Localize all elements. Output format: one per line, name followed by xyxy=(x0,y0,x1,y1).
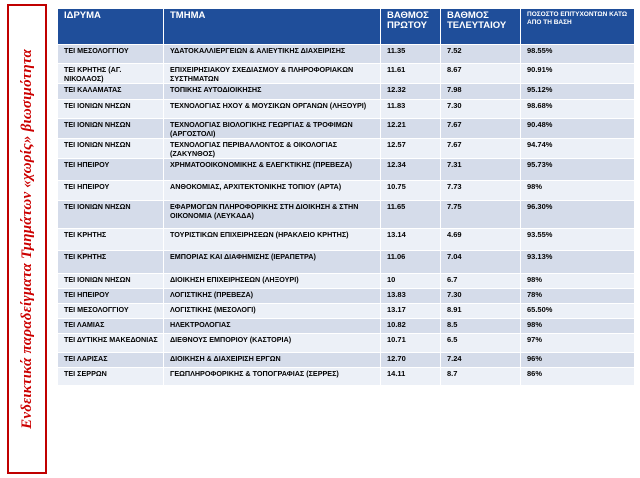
cell-tmima: ΔΙΕΘΝΟΥΣ ΕΜΠΟΡΙΟΥ (ΚΑΣΤΟΡΙΑ) xyxy=(164,334,381,353)
cell-tmima: ΤΕΧΝΟΛΟΓΙΑΣ ΗΧΟΥ & ΜΟΥΣΙΚΩΝ ΟΡΓΑΝΩΝ (ΛΗΞΟΥΡΙ) xyxy=(164,100,381,119)
cell-percent-below: 86% xyxy=(521,368,635,386)
cell-idryma: ΤΕΙ ΙΟΝΙΩΝ ΝΗΣΩΝ xyxy=(58,119,164,139)
cell-first-grade: 11.35 xyxy=(381,45,441,64)
cell-first-grade: 13.14 xyxy=(381,229,441,251)
table-header-row xyxy=(58,9,635,45)
cell-last-grade: 7.30 xyxy=(441,100,521,119)
cell-first-grade: 12.70 xyxy=(381,353,441,368)
table-row xyxy=(58,319,635,334)
header-percent-below: ΠΟΣΟΣΤΟ ΕΠΙΤΥΧΟΝΤΩΝ ΚΑΤΩ ΑΠΟ ΤΗ ΒΑΣΗ xyxy=(521,9,635,45)
header-last-grade: ΒΑΘΜΟΣ ΤΕΛΕΥΤΑΙΟΥ xyxy=(441,9,521,45)
cell-idryma: ΤΕΙ ΜΕΣΟΛΟΓΓΙΟΥ xyxy=(58,45,164,64)
cell-idryma: ΤΕΙ ΙΟΝΙΩΝ ΝΗΣΩΝ xyxy=(58,274,164,289)
cell-percent-below: 97% xyxy=(521,334,635,353)
header-first-grade: ΒΑΘΜΟΣ ΠΡΩΤΟΥ xyxy=(381,9,441,45)
cell-last-grade: 7.67 xyxy=(441,119,521,139)
cell-last-grade: 8.5 xyxy=(441,319,521,334)
table-row xyxy=(58,45,635,64)
cell-first-grade: 13.83 xyxy=(381,289,441,304)
cell-idryma: ΤΕΙ ΚΡΗΤΗΣ xyxy=(58,229,164,251)
cell-tmima: ΓΕΩΠΛΗΡΟΦΟΡΙΚΗΣ & ΤΟΠΟΓΡΑΦΙΑΣ (ΣΕΡΡΕΣ) xyxy=(164,368,381,386)
cell-last-grade: 8.7 xyxy=(441,368,521,386)
cell-tmima: ΕΜΠΟΡΙΑΣ ΚΑΙ ΔΙΑΦΗΜΙΣΗΣ (ΙΕΡΑΠΕΤΡΑ) xyxy=(164,251,381,274)
cell-tmima: ΑΝΘΟΚΟΜΙΑΣ, ΑΡΧΙΤΕΚΤΟΝΙΚΗΣ ΤΟΠΙΟΥ (ΑΡΤΑ) xyxy=(164,181,381,201)
cell-idryma: ΤΕΙ ΗΠΕΙΡΟΥ xyxy=(58,159,164,181)
header-tmima: ΤΜΗΜΑ xyxy=(164,9,381,45)
cell-first-grade: 12.21 xyxy=(381,119,441,139)
cell-last-grade: 7.30 xyxy=(441,289,521,304)
cell-tmima: ΕΠΙΧΕΙΡΗΣΙΑΚΟΥ ΣΧΕΔΙΑΣΜΟΥ & ΠΛΗΡΟΦΟΡΙΑΚΩΝ ΣΥΣΤΗΜΑΤΩΝ xyxy=(164,64,381,84)
cell-first-grade: 10.82 xyxy=(381,319,441,334)
table-row xyxy=(58,289,635,304)
table-row xyxy=(58,334,635,353)
cell-tmima: ΧΡΗΜΑΤΟΟΙΚΟΝΟΜΙΚΗΣ & ΕΛΕΓΚΤΙΚΗΣ (ΠΡΕΒΕΖΑ) xyxy=(164,159,381,181)
cell-tmima: ΛΟΓΙΣΤΙΚΗΣ (ΠΡΕΒΕΖΑ) xyxy=(164,289,381,304)
table-row xyxy=(58,201,635,229)
cell-idryma: ΤΕΙ ΚΡΗΤΗΣ (ΑΓ. ΝΙΚΟΛΑΟΣ) xyxy=(58,64,164,84)
side-title-panel xyxy=(4,0,50,478)
cell-last-grade: 8.91 xyxy=(441,304,521,319)
cell-percent-below: 90.91% xyxy=(521,64,635,84)
cell-percent-below: 95.12% xyxy=(521,84,635,100)
cell-last-grade: 8.67 xyxy=(441,64,521,84)
cell-idryma: ΤΕΙ ΚΑΛΑΜΑΤΑΣ xyxy=(58,84,164,100)
cell-percent-below: 96.30% xyxy=(521,201,635,229)
cell-last-grade: 7.98 xyxy=(441,84,521,100)
cell-tmima: ΤΟΥΡΙΣΤΙΚΩΝ ΕΠΙΧΕΙΡΗΣΕΩΝ (ΗΡΑΚΛΕΙΟ ΚΡΗΤΗΣ) xyxy=(164,229,381,251)
cell-tmima: ΕΦΑΡΜΟΓΩΝ ΠΛΗΡΟΦΟΡΙΚΗΣ ΣΤΗ ΔΙΟΙΚΗΣΗ & ΣΤΗΝ ΟΙΚΟΝΟΜΙΑ (ΛΕΥΚΑΔΑ) xyxy=(164,201,381,229)
cell-percent-below: 98% xyxy=(521,181,635,201)
cell-tmima: ΤΕΧΝΟΛΟΓΙΑΣ ΒΙΟΛΟΓΙΚΗΣ ΓΕΩΡΓΙΑΣ & ΤΡΟΦΙΜΩΝ (ΑΡΓΟΣΤΟΛΙ) xyxy=(164,119,381,139)
cell-percent-below: 98.68% xyxy=(521,100,635,119)
cell-idryma: ΤΕΙ ΗΠΕΙΡΟΥ xyxy=(58,181,164,201)
table-row xyxy=(58,274,635,289)
cell-percent-below: 96% xyxy=(521,353,635,368)
cell-last-grade: 7.67 xyxy=(441,139,521,159)
table-row xyxy=(58,353,635,368)
cell-idryma: ΤΕΙ ΛΑΡΙΣΑΣ xyxy=(58,353,164,368)
cell-idryma: ΤΕΙ ΛΑΜΙΑΣ xyxy=(58,319,164,334)
cell-first-grade: 10.75 xyxy=(381,181,441,201)
cell-last-grade: 4.69 xyxy=(441,229,521,251)
cell-percent-below: 98.55% xyxy=(521,45,635,64)
cell-first-grade: 14.11 xyxy=(381,368,441,386)
cell-idryma: ΤΕΙ ΣΕΡΡΩΝ xyxy=(58,368,164,386)
departments-table xyxy=(57,8,635,386)
cell-first-grade: 10 xyxy=(381,274,441,289)
cell-first-grade: 13.17 xyxy=(381,304,441,319)
cell-last-grade: 7.31 xyxy=(441,159,521,181)
table-row xyxy=(58,304,635,319)
cell-last-grade: 7.04 xyxy=(441,251,521,274)
cell-idryma: ΤΕΙ ΙΟΝΙΩΝ ΝΗΣΩΝ xyxy=(58,139,164,159)
table-row xyxy=(58,368,635,386)
cell-idryma: ΤΕΙ ΔΥΤΙΚΗΣ ΜΑΚΕΔΟΝΙΑΣ xyxy=(58,334,164,353)
cell-tmima: ΤΕΧΝΟΛΟΓΙΑΣ ΠΕΡΙΒΑΛΛΟΝΤΟΣ & ΟΙΚΟΛΟΓΙΑΣ (ΖΑΚΥΝΘΟΣ) xyxy=(164,139,381,159)
cell-first-grade: 11.83 xyxy=(381,100,441,119)
cell-percent-below: 93.55% xyxy=(521,229,635,251)
cell-first-grade: 11.06 xyxy=(381,251,441,274)
cell-percent-below: 78% xyxy=(521,289,635,304)
cell-idryma: ΤΕΙ ΙΟΝΙΩΝ ΝΗΣΩΝ xyxy=(58,201,164,229)
cell-last-grade: 7.24 xyxy=(441,353,521,368)
cell-percent-below: 98% xyxy=(521,319,635,334)
cell-percent-below: 65.50% xyxy=(521,304,635,319)
cell-idryma: ΤΕΙ ΙΟΝΙΩΝ ΝΗΣΩΝ xyxy=(58,100,164,119)
cell-tmima: ΗΛΕΚΤΡΟΛΟΓΙΑΣ xyxy=(164,319,381,334)
side-title-box xyxy=(7,4,47,474)
cell-idryma: ΤΕΙ ΜΕΣΟΛΟΓΓΙΟΥ xyxy=(58,304,164,319)
side-title: Ενδεικτικά παραδείγματα Τμημάτων «χωρίς» βιωσιμότητα xyxy=(18,49,35,429)
cell-last-grade: 7.52 xyxy=(441,45,521,64)
cell-tmima: ΔΙΟΙΚΗΣΗ ΕΠΙΧΕΙΡΗΣΕΩΝ (ΛΗΞΟΥΡΙ) xyxy=(164,274,381,289)
table-row xyxy=(58,251,635,274)
table-row xyxy=(58,64,635,84)
table-row xyxy=(58,139,635,159)
table-row xyxy=(58,100,635,119)
cell-tmima: ΥΔΑΤΟΚΑΛΛΙΕΡΓΕΙΩΝ & ΑΛΙΕΥΤΙΚΗΣ ΔΙΑΧΕΙΡΙΣΗΣ xyxy=(164,45,381,64)
table-row xyxy=(58,119,635,139)
cell-tmima: ΤΟΠΙΚΗΣ ΑΥΤΟΔΙΟΙΚΗΣΗΣ xyxy=(164,84,381,100)
table-row xyxy=(58,84,635,100)
cell-first-grade: 11.65 xyxy=(381,201,441,229)
cell-idryma: ΤΕΙ ΗΠΕΙΡΟΥ xyxy=(58,289,164,304)
cell-first-grade: 12.34 xyxy=(381,159,441,181)
cell-first-grade: 12.57 xyxy=(381,139,441,159)
header-idryma: ΙΔΡΥΜΑ xyxy=(58,9,164,45)
cell-percent-below: 93.13% xyxy=(521,251,635,274)
cell-last-grade: 6.7 xyxy=(441,274,521,289)
cell-percent-below: 98% xyxy=(521,274,635,289)
cell-last-grade: 6.5 xyxy=(441,334,521,353)
table-row xyxy=(58,159,635,181)
cell-idryma: ΤΕΙ ΚΡΗΤΗΣ xyxy=(58,251,164,274)
cell-first-grade: 11.61 xyxy=(381,64,441,84)
cell-tmima: ΔΙΟΙΚΗΣΗ & ΔΙΑΧΕΙΡΙΣΗ ΕΡΓΩΝ xyxy=(164,353,381,368)
cell-last-grade: 7.75 xyxy=(441,201,521,229)
cell-last-grade: 7.73 xyxy=(441,181,521,201)
cell-tmima: ΛΟΓΙΣΤΙΚΗΣ (ΜΕΣΟΛΟΓΙ) xyxy=(164,304,381,319)
cell-first-grade: 10.71 xyxy=(381,334,441,353)
cell-percent-below: 94.74% xyxy=(521,139,635,159)
cell-first-grade: 12.32 xyxy=(381,84,441,100)
cell-percent-below: 95.73% xyxy=(521,159,635,181)
table-row xyxy=(58,181,635,201)
cell-percent-below: 90.48% xyxy=(521,119,635,139)
table-row xyxy=(58,229,635,251)
